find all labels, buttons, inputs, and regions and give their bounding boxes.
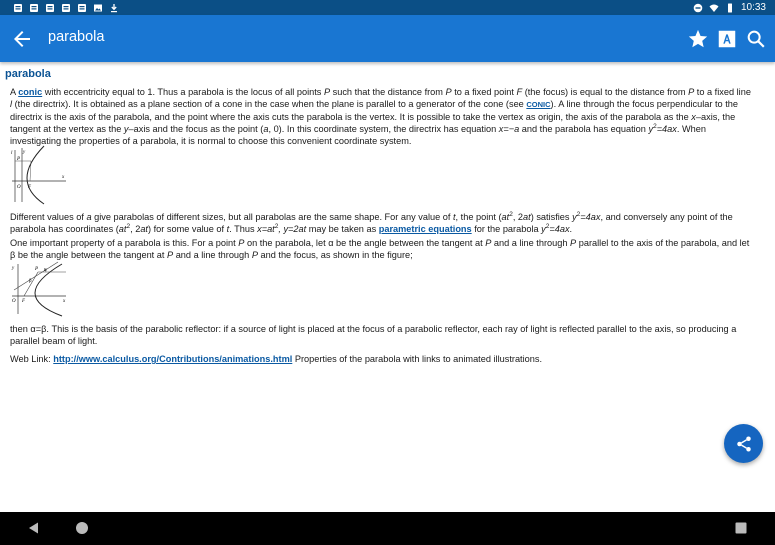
back-icon[interactable] — [10, 27, 34, 51]
fig1-label-x: x — [62, 175, 65, 180]
download-icon — [109, 3, 119, 13]
fig2-label-beta: β — [29, 279, 32, 284]
fig1-label-O: O — [17, 185, 21, 190]
fig1-label-F: F — [28, 185, 32, 190]
notification-icon — [29, 3, 39, 13]
share-button[interactable] — [724, 424, 763, 463]
dnd-icon — [693, 3, 703, 13]
search-query-title[interactable]: parabola — [48, 29, 105, 45]
paragraph-web-link: Web Link: http://www.calculus.org/Contributions/animations.html Properties of the parabola with links to animated illustrations. — [10, 354, 543, 364]
entry-content[interactable] — [0, 62, 775, 512]
fig2-label-y: y — [12, 266, 15, 271]
fig1-label-l: l — [11, 151, 13, 156]
fig1-label-y: y — [23, 150, 26, 155]
status-time: 10:33 — [740, 2, 766, 13]
fig2-label-F: F — [22, 299, 26, 304]
app-bar — [0, 15, 775, 62]
fig2-label-O: O — [12, 299, 16, 304]
paragraph-reflector: then α=β. This is the basis of the parabolic reflector: if a source of light is placed at the focus of a parabolic reflector, each ray of light is reflected parallel to the axis, so producing a parallel beam of light. — [10, 324, 737, 346]
web-link-url[interactable]: http://www.calculus.org/Contributions/animations.html — [53, 354, 293, 364]
share-icon — [735, 435, 753, 453]
home-circle-icon[interactable] — [75, 521, 89, 535]
figure-parabola-directrix — [8, 144, 70, 206]
font-size-icon[interactable] — [716, 28, 738, 50]
notification-icon — [77, 3, 87, 13]
recents-square-icon[interactable] — [735, 522, 747, 534]
fig2-label-x: x — [63, 299, 66, 304]
entry-headword: parabola — [5, 68, 51, 80]
image-icon — [93, 3, 103, 13]
search-icon[interactable] — [745, 28, 767, 50]
paragraph-parametric: Different values of a give parabolas of different sizes, but all parabolas are the same shape. For any value of t, the point ($at^2$, 2at) satisfies $y^2=4ax$, and conversely any point of the parabola has coordinates ($at^2$, 2at) for some value of t. Thus $x=at^2$, y=2at may be taken as parametric equations for the parabola $y^2=4ax$. — [10, 211, 733, 234]
battery-icon — [725, 3, 735, 13]
wifi-icon — [709, 3, 719, 13]
notification-icon — [13, 3, 23, 13]
fig2-label-alpha: α — [44, 268, 47, 273]
link-conic-crossref[interactable]: CONIC — [526, 100, 551, 109]
notification-icon — [45, 3, 55, 13]
status-bar — [0, 0, 775, 15]
fig2-label-P: P — [35, 267, 39, 272]
paragraph-definition: A conic with eccentricity equal to 1. Thus a parabola is the locus of all points P such that the distance from P to a fixed point F (the focus) is equal to the distance from P to a fixed line l (the directrix). It is obtained as a plane section of a cone in the case when the plane is parallel to a generator of the cone (see CONIC). A line through the focus perpendicular to the directrix is the axis of the parabola, and the point where the axis cuts the parabola is the vertex. It is possible to take the vertex as origin, the axis of the parabola as the x–axis, the tangent at the vertex as the y–axis and the focus as the point (a, 0). In this coordinate system, the directrix has equation x=−a and the parabola has equation $y^2=4ax$. When investigating the properties of a parabola, it is normal to choose this convenient coordinate system. — [10, 87, 751, 146]
star-icon[interactable] — [687, 28, 709, 50]
notification-icon — [61, 3, 71, 13]
link-parametric-equations[interactable]: parametric equations — [378, 224, 472, 234]
link-conic[interactable]: conic — [18, 87, 43, 97]
back-triangle-icon[interactable] — [27, 521, 41, 535]
figure-parabola-angles — [8, 260, 70, 318]
fig1-label-P: P — [17, 157, 21, 162]
system-nav-bar — [0, 512, 775, 545]
paragraph-reflection-property: One important property of a parabola is this. For a point P on the parabola, let α be the angle between the tangent at P and a line through P parallel to the axis of the parabola, and let β be the angle between the tangent at P and a line through P and the focus, as shown in the figure; — [10, 238, 750, 260]
